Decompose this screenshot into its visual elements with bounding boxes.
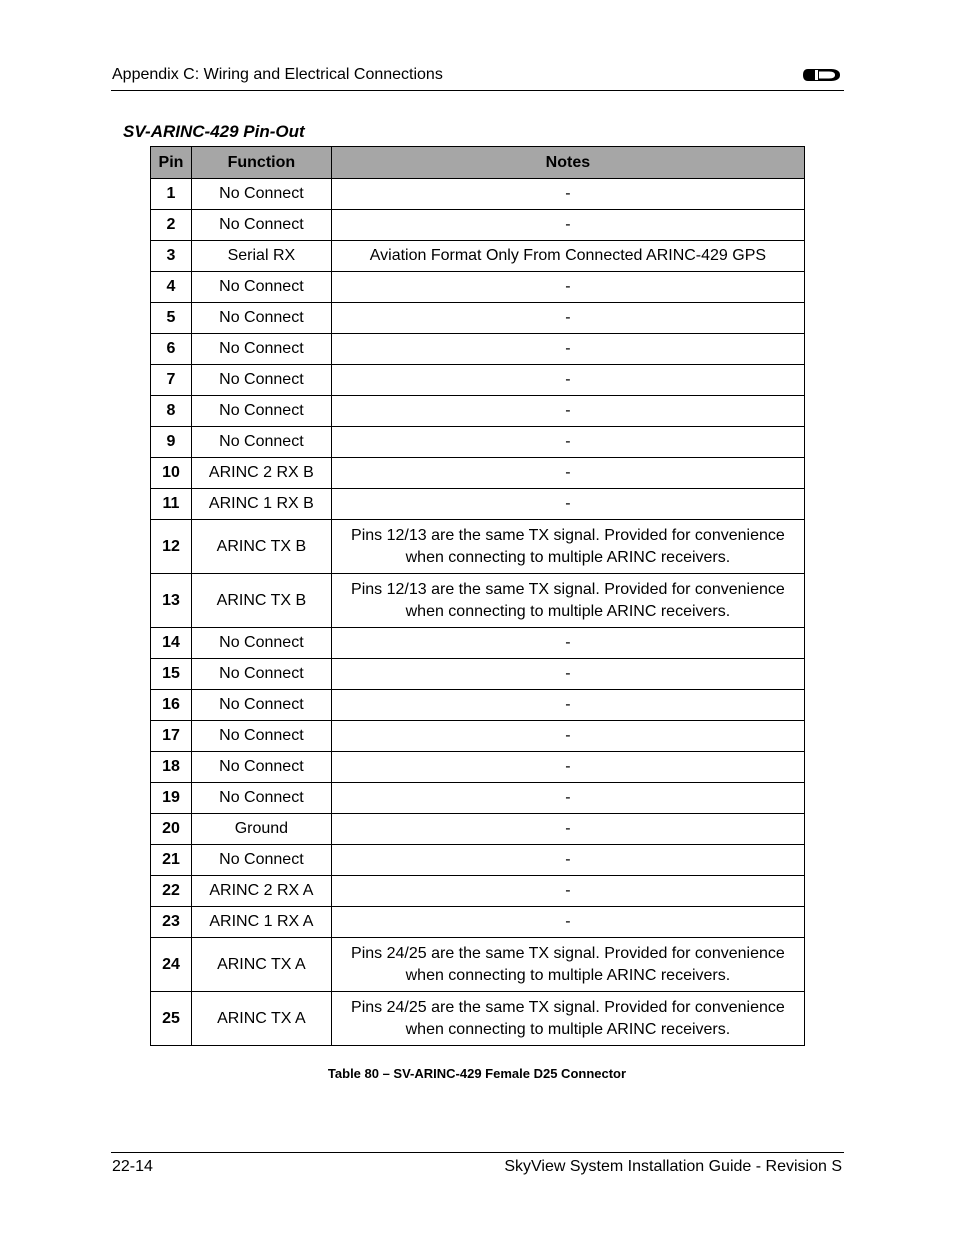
table-row <box>151 396 805 427</box>
table-row <box>151 574 805 628</box>
table-row <box>151 628 805 659</box>
table-row <box>151 365 805 396</box>
pin-cell: 14 <box>151 628 192 659</box>
function-cell: ARINC TX B <box>191 574 331 628</box>
function-cell: No Connect <box>191 721 331 752</box>
function-cell: No Connect <box>191 427 331 458</box>
table-row <box>151 992 805 1046</box>
function-cell: Serial RX <box>191 241 331 272</box>
pin-cell: 2 <box>151 210 192 241</box>
column-header-notes: Notes <box>331 147 804 179</box>
table-caption: Table 80 – SV-ARINC-429 Female D25 Connector <box>327 1066 627 1081</box>
function-cell: ARINC 1 RX B <box>191 489 331 520</box>
notes-cell: - <box>331 721 804 752</box>
function-cell: ARINC 2 RX A <box>191 876 331 907</box>
guide-title: SkyView System Installation Guide - Revision S <box>504 1158 842 1175</box>
notes-cell: - <box>331 303 804 334</box>
notes-cell: - <box>331 489 804 520</box>
pin-cell: 13 <box>151 574 192 628</box>
table-row <box>151 210 805 241</box>
table-row <box>151 938 805 992</box>
function-cell: No Connect <box>191 365 331 396</box>
notes-cell: Aviation Format Only From Connected ARINC-429 GPS <box>331 241 804 272</box>
notes-cell: - <box>331 907 804 938</box>
dynon-logo-icon <box>802 67 842 83</box>
table-row <box>151 303 805 334</box>
page-footer <box>111 1152 844 1181</box>
function-cell: Ground <box>191 814 331 845</box>
section-title: SV-ARINC-429 Pin-Out <box>123 122 305 141</box>
pin-cell: 4 <box>151 272 192 303</box>
notes-cell: - <box>331 179 804 210</box>
function-cell: No Connect <box>191 396 331 427</box>
notes-cell: - <box>331 365 804 396</box>
column-header-pin: Pin <box>151 147 192 179</box>
function-cell: No Connect <box>191 179 331 210</box>
function-cell: No Connect <box>191 659 331 690</box>
pin-cell: 12 <box>151 520 192 574</box>
notes-cell: - <box>331 752 804 783</box>
pin-cell: 11 <box>151 489 192 520</box>
pin-cell: 1 <box>151 179 192 210</box>
function-cell: ARINC TX A <box>191 992 331 1046</box>
pin-cell: 20 <box>151 814 192 845</box>
notes-cell: Pins 24/25 are the same TX signal. Provided for convenience when connecting to multiple ARINC receivers. <box>331 992 804 1046</box>
pin-cell: 18 <box>151 752 192 783</box>
table-row <box>151 690 805 721</box>
pin-cell: 24 <box>151 938 192 992</box>
notes-cell: - <box>331 396 804 427</box>
pin-cell: 16 <box>151 690 192 721</box>
function-cell: ARINC 2 RX B <box>191 458 331 489</box>
pin-cell: 25 <box>151 992 192 1046</box>
pin-cell: 15 <box>151 659 192 690</box>
table-row <box>151 876 805 907</box>
notes-cell: - <box>331 690 804 721</box>
table-row <box>151 907 805 938</box>
notes-cell: - <box>331 659 804 690</box>
pin-cell: 8 <box>151 396 192 427</box>
table-row <box>151 814 805 845</box>
notes-cell: - <box>331 272 804 303</box>
function-cell: No Connect <box>191 210 331 241</box>
function-cell: No Connect <box>191 628 331 659</box>
page-header <box>111 64 844 91</box>
header-title: Appendix C: Wiring and Electrical Connections <box>112 66 443 83</box>
table-row <box>151 659 805 690</box>
table-row <box>151 272 805 303</box>
table-row <box>151 241 805 272</box>
table-header-row <box>151 147 805 179</box>
notes-cell: - <box>331 458 804 489</box>
pin-cell: 3 <box>151 241 192 272</box>
notes-cell: Pins 12/13 are the same TX signal. Provided for convenience when connecting to multiple ARINC receivers. <box>331 574 804 628</box>
function-cell: ARINC 1 RX A <box>191 907 331 938</box>
function-cell: ARINC TX A <box>191 938 331 992</box>
table-row <box>151 721 805 752</box>
pin-cell: 21 <box>151 845 192 876</box>
notes-cell: - <box>331 210 804 241</box>
table-row <box>151 458 805 489</box>
pin-cell: 5 <box>151 303 192 334</box>
table-row <box>151 334 805 365</box>
pinout-table <box>150 146 805 1046</box>
notes-cell: - <box>331 427 804 458</box>
notes-cell: Pins 24/25 are the same TX signal. Provided for convenience when connecting to multiple ARINC receivers. <box>331 938 804 992</box>
column-header-function: Function <box>191 147 331 179</box>
table-row <box>151 845 805 876</box>
function-cell: No Connect <box>191 303 331 334</box>
function-cell: No Connect <box>191 690 331 721</box>
pin-cell: 9 <box>151 427 192 458</box>
table-row <box>151 179 805 210</box>
function-cell: No Connect <box>191 752 331 783</box>
table-row <box>151 752 805 783</box>
pin-cell: 7 <box>151 365 192 396</box>
notes-cell: - <box>331 628 804 659</box>
notes-cell: - <box>331 334 804 365</box>
function-cell: No Connect <box>191 334 331 365</box>
table-row <box>151 427 805 458</box>
notes-cell: - <box>331 845 804 876</box>
function-cell: No Connect <box>191 845 331 876</box>
pin-cell: 22 <box>151 876 192 907</box>
function-cell: ARINC TX B <box>191 520 331 574</box>
notes-cell: - <box>331 814 804 845</box>
table-row <box>151 489 805 520</box>
table-row <box>151 520 805 574</box>
table-body <box>151 179 805 1046</box>
pin-cell: 19 <box>151 783 192 814</box>
page-number: 22-14 <box>112 1158 153 1175</box>
pin-cell: 6 <box>151 334 192 365</box>
pin-cell: 10 <box>151 458 192 489</box>
notes-cell: - <box>331 876 804 907</box>
function-cell: No Connect <box>191 272 331 303</box>
notes-cell: - <box>331 783 804 814</box>
notes-cell: Pins 12/13 are the same TX signal. Provided for convenience when connecting to multiple ARINC receivers. <box>331 520 804 574</box>
table-row <box>151 783 805 814</box>
pin-cell: 17 <box>151 721 192 752</box>
pin-cell: 23 <box>151 907 192 938</box>
function-cell: No Connect <box>191 783 331 814</box>
